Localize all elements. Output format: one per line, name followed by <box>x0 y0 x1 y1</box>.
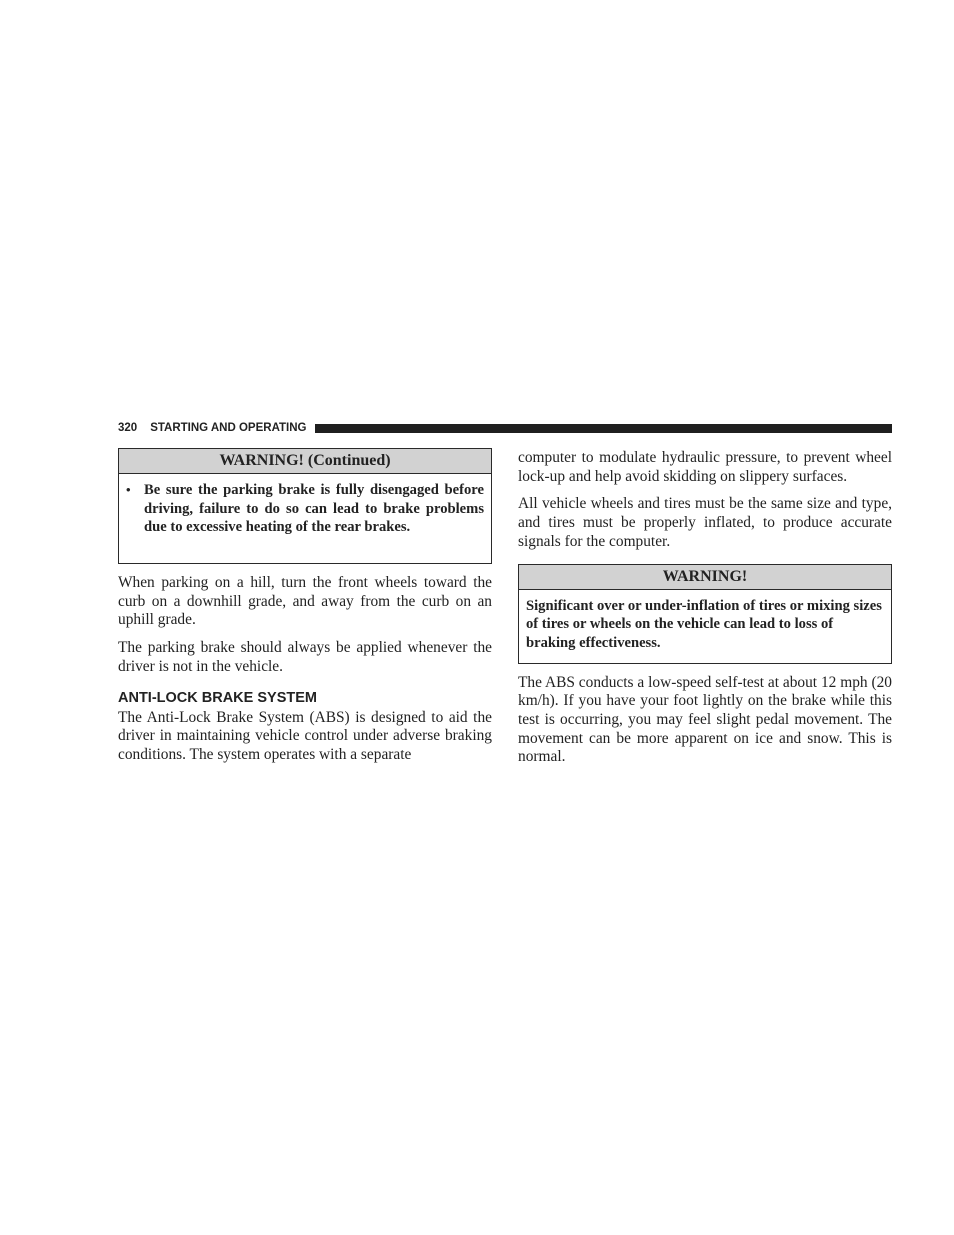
warning-continued-title: WARNING! (Continued) <box>119 449 491 474</box>
right-column <box>518 448 892 767</box>
warning-body: Significant over or under-inflation of tires or mixing sizes of tires or wheels on the vehicle can lead to loss of braking effectiveness. <box>526 597 882 651</box>
warning-continued-body <box>119 474 491 543</box>
bullet-icon: • <box>126 482 131 497</box>
page-number: 320 <box>118 422 138 434</box>
header-rule <box>315 424 893 433</box>
page-header <box>118 419 892 437</box>
hill-parking-paragraph: When parking on a hill, turn the front wheels toward the curb on a downhill grade, and away from the curb on an uphill grade. <box>118 574 492 629</box>
abs-self-test-paragraph: The ABS conducts a low-speed self-test at about 12 mph (20 km/h). If you have your foot lightly on the brake while this test is occurring, you may feel slight pedal movement. The movement can be more apparent on ice and snow. This is normal. <box>518 673 892 766</box>
warning-bullet-text: Be sure the parking brake is fully disengaged before driving, failure to do so can lead to brake problems due to excessive heating of the rear brakes. <box>144 482 484 536</box>
parking-brake-paragraph: The parking brake should always be applied whenever the driver is not in the vehicle. <box>118 639 492 675</box>
left-column <box>118 448 492 765</box>
abs-intro-paragraph: The Anti-Lock Brake System (ABS) is designed to aid the driver in maintaining vehicle control under adverse braking conditions. The system operates with a separate <box>118 708 492 763</box>
warning-continued-box <box>118 448 492 564</box>
tires-paragraph: All vehicle wheels and tires must be the same size and type, and tires must be properly inflated, to produce accurate signals for the computer. <box>518 495 892 550</box>
warning-box <box>518 564 892 664</box>
section-title: STARTING AND OPERATING <box>150 422 307 434</box>
warning-title: WARNING! <box>519 565 891 590</box>
warning-bullet-item <box>126 481 484 537</box>
computer-paragraph: computer to modulate hydraulic pressure, to prevent wheel lock-up and help avoid skidding on slippery surfaces. <box>518 449 892 485</box>
abs-heading: ANTI-LOCK BRAKE SYSTEM <box>118 689 317 706</box>
